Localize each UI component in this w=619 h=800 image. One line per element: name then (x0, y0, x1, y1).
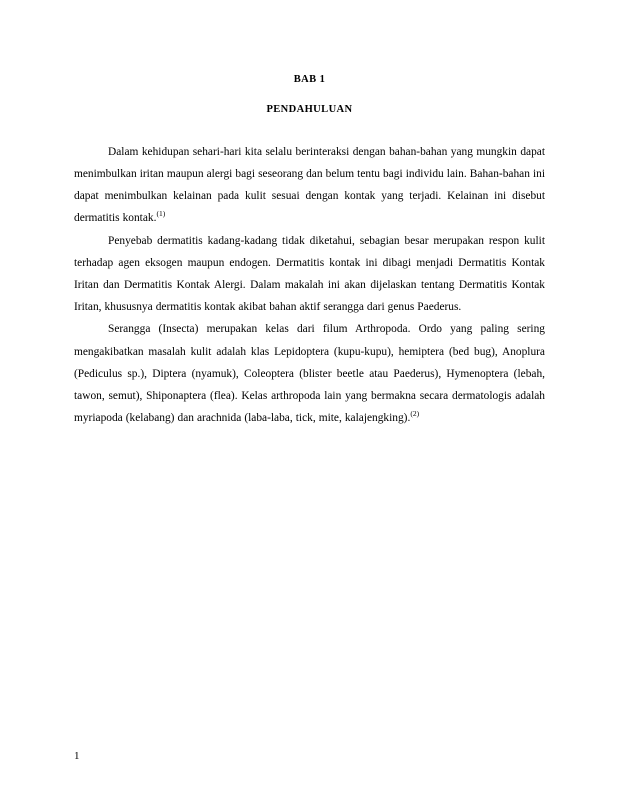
paragraph-3 (74, 318, 545, 429)
chapter-heading: BAB 1 (293, 74, 326, 85)
paragraph-2-text: Penyebab dermatitis kadang-kadang tidak diketahui, sebagian besar merupakan respon kulit terhadap agen eksogen maupun endogen. Dermatitis kontak ini dibagi menjadi Dermatitis Kontak Iritan dan Dermatitis Kontak Alergi. Dalam makalah ini akan dijelaskan tentang Dermatitis Kontak Iritan, khususnya dermatitis kontak akibat bahan aktif serangga dari genus Paederus. (74, 234, 545, 314)
paragraph-1-text: Dalam kehidupan sehari-hari kita selalu berinteraksi dengan bahan-bahan yang mungkin dapat menimbulkan iritan maupun alergi bagi seseorang dan belum tentu bagi individu lain. Bahan-bahan ini dapat menimbulkan kelainan pada kulit sesuai dengan kontak yang terjadi. Kelainan ini disebut dermatitis kontak. (74, 145, 545, 225)
page-number: 1 (74, 750, 80, 762)
footnote-marker-3: (2) (410, 409, 420, 419)
paragraph-1 (74, 141, 545, 230)
section-heading: PENDAHULUAN (266, 103, 353, 115)
paragraph-2 (74, 230, 545, 319)
footnote-marker-1: (1) (156, 209, 166, 219)
body-text (74, 141, 545, 430)
paragraph-3-text: Serangga (Insecta) merupakan kelas dari filum Arthropoda. Ordo yang paling sering mengakibatkan masalah kulit adalah klas Lepidoptera (kupu-kupu), hemiptera (bed bug), Anoplura (Pediculus sp.), Diptera (nyamuk), Coleoptera (blister beetle atau Paederus), Hymenoptera (lebah, tawon, semut), Shiponaptera (flea). Kelas arthropoda lain yang bermakna secara dermatologis adalah myriapoda (kelabang) dan arachnida (laba-laba, tick, mite, kalajengking). (74, 323, 545, 425)
